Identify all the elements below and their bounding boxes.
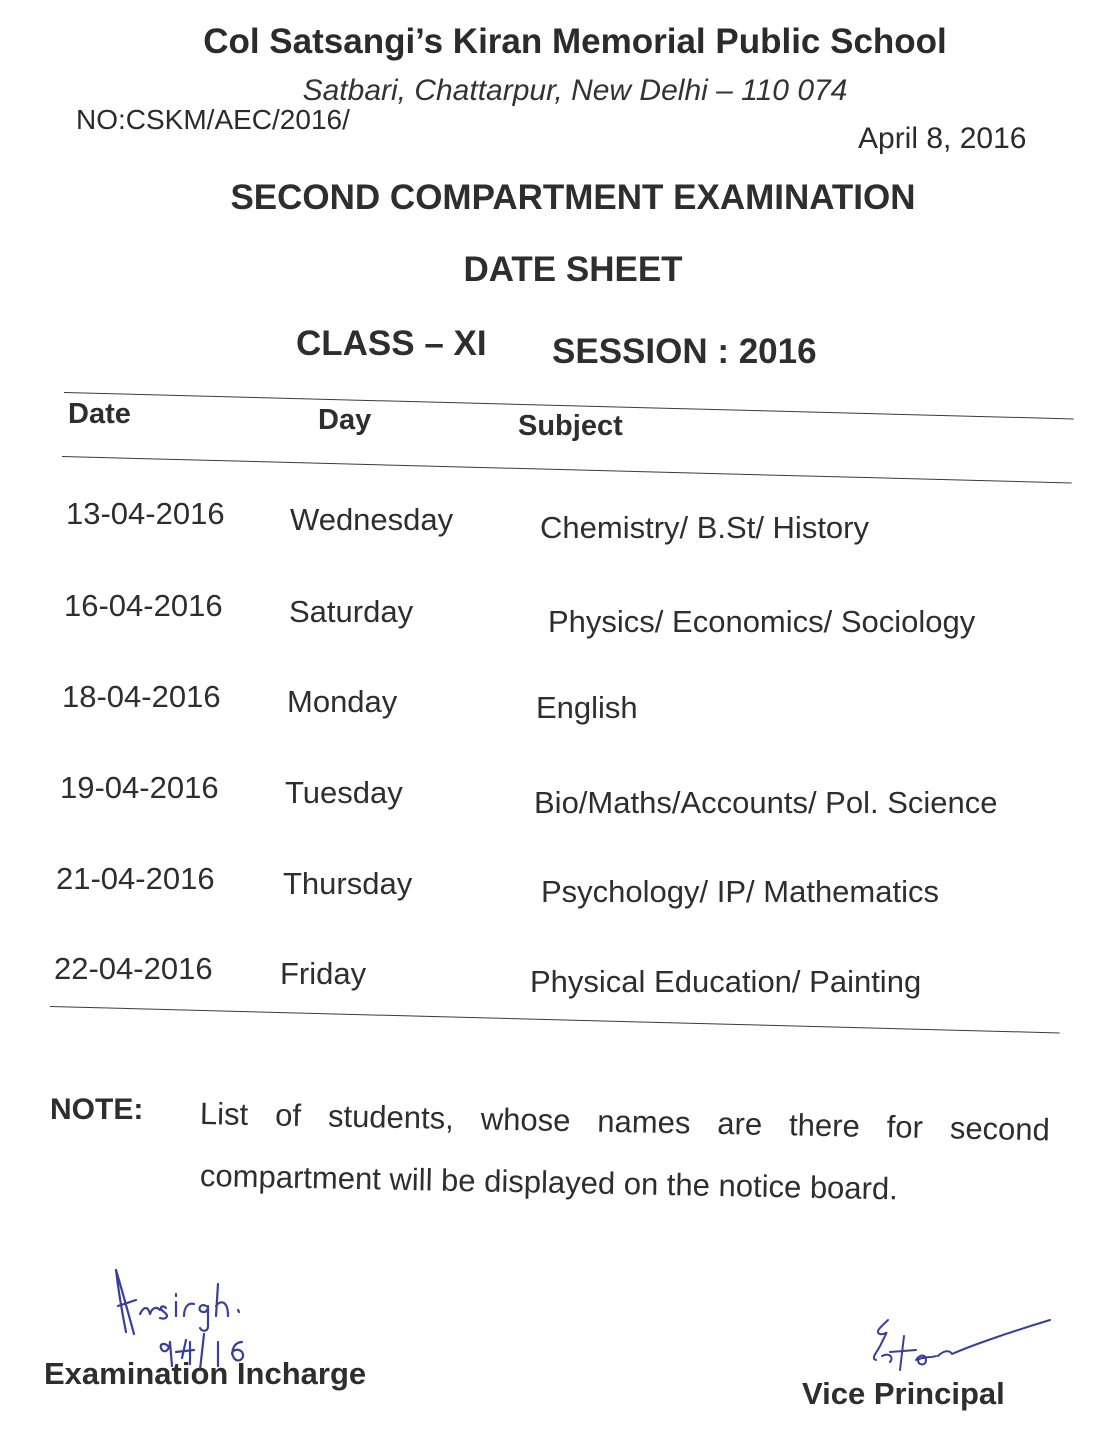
exam-title: SECOND COMPARTMENT EXAMINATION — [230, 178, 916, 217]
school-name: Col Satsangi’s Kiran Memorial Public School — [203, 22, 947, 61]
row-subject: Psychology/ IP/ Mathematics — [541, 874, 939, 909]
vice-principal-signature — [860, 1312, 1060, 1382]
header-bottom-rule — [62, 456, 1072, 483]
row-day: Saturday — [289, 594, 414, 629]
column-header-day: Day — [318, 404, 372, 436]
date-sheet-title: DATE SHEET — [463, 250, 683, 289]
row-subject: Chemistry/ B.St/ History — [540, 510, 869, 545]
row-subject: English — [536, 690, 638, 725]
vice-principal-label: Vice Principal — [802, 1376, 1005, 1411]
session-label: SESSION : 2016 — [552, 332, 817, 371]
column-header-subject: Subject — [518, 410, 623, 442]
row-date: 16-04-2016 — [64, 588, 223, 623]
note-label: NOTE: — [50, 1093, 144, 1126]
note-text-line2: compartment will be displayed on the notice board. — [199, 1158, 899, 1207]
class-label: CLASS – XI — [296, 324, 487, 363]
row-subject: Bio/Maths/Accounts/ Pol. Science — [534, 785, 998, 820]
table-bottom-rule — [50, 1006, 1060, 1033]
row-day: Wednesday — [290, 502, 454, 537]
column-header-date: Date — [68, 398, 131, 430]
row-date: 19-04-2016 — [60, 770, 219, 805]
row-date: 21-04-2016 — [56, 861, 215, 896]
note-text-line1: List of students, whose names are there for second — [199, 1096, 1051, 1148]
row-day: Friday — [280, 956, 367, 991]
row-date: 22-04-2016 — [54, 951, 213, 986]
row-day: Monday — [287, 684, 398, 719]
examination-incharge-label: Examination Incharge — [44, 1356, 367, 1391]
issue-date: April 8, 2016 — [858, 122, 1027, 155]
school-address: Satbari, Chattarpur, New Delhi – 110 074 — [302, 74, 848, 107]
row-subject: Physical Education/ Painting — [530, 964, 922, 999]
reference-number: NO:CSKM/AEC/2016/ — [76, 104, 350, 135]
row-date: 18-04-2016 — [62, 679, 221, 714]
row-day: Tuesday — [285, 775, 403, 810]
row-date: 13-04-2016 — [66, 496, 225, 531]
row-subject: Physics/ Economics/ Sociology — [548, 604, 976, 639]
row-day: Thursday — [283, 866, 413, 901]
